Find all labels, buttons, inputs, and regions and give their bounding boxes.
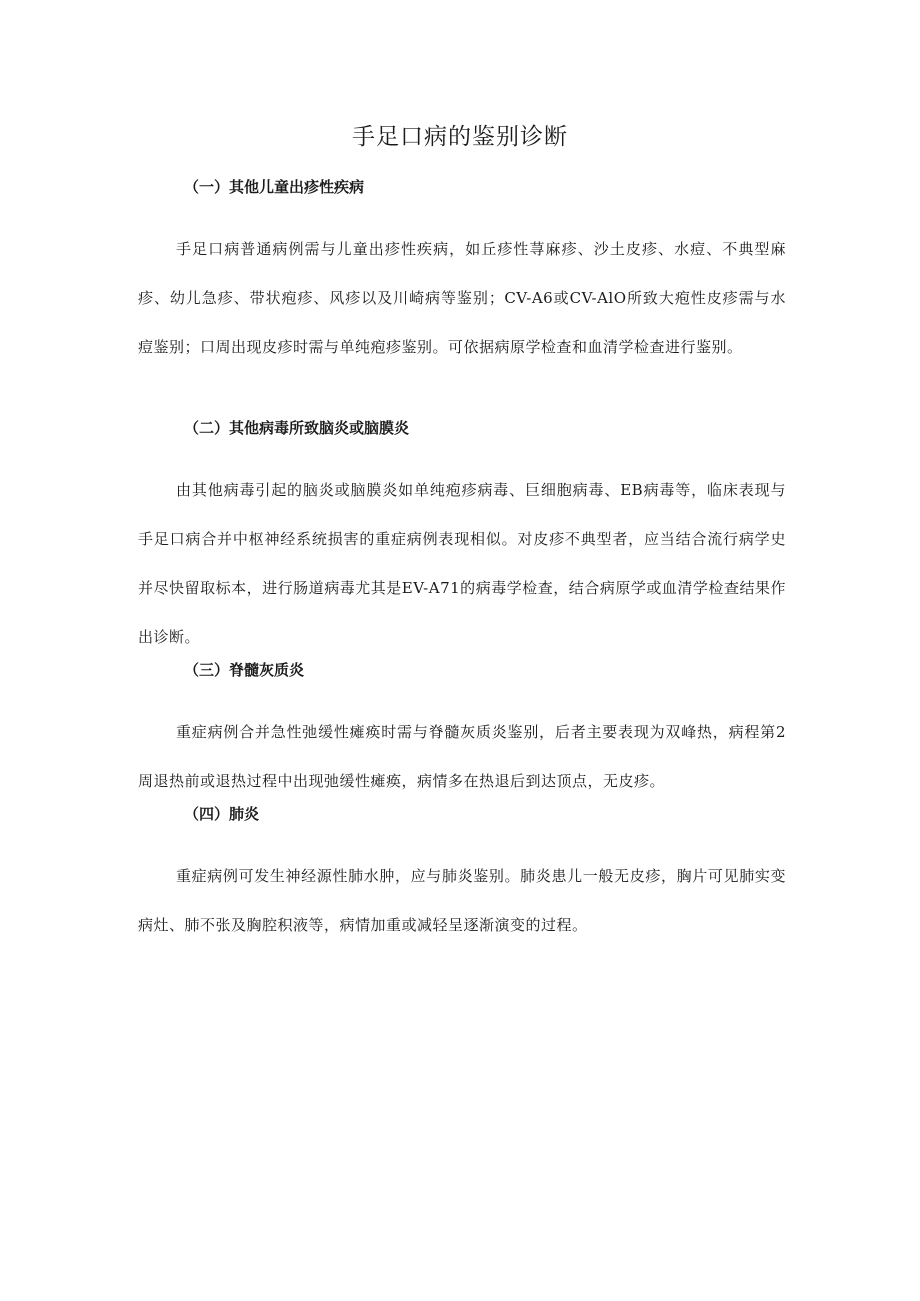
section-heading: （一）其他儿童出疹性疾病 <box>184 178 365 196</box>
section-heading: （三）脊髓灰质炎 <box>184 661 305 679</box>
section-3 <box>138 658 786 806</box>
section-1 <box>138 175 786 372</box>
section-paragraph: 重症病例合并急性弛缓性瘫痪时需与脊髓灰质炎鉴别，后者主要表现为双峰热，病程第2周退热前或退热过程中出现弛缓性瘫痪，病情多在热退后到达顶点，无皮疹。 <box>138 723 786 790</box>
document-title: 手足口病的鉴别诊断 <box>352 124 568 150</box>
section-paragraph: 由其他病毒引起的脑炎或脑膜炎如单纯疱疹病毒、巨细胞病毒、EB病毒等，临床表现与手足口病合并中枢神经系统损害的重症病例表现相似。对皮疹不典型者，应当结合流行病学史并尽快留取标本，进行肠道病毒尤其是EV-A71的病毒学检查，结合病原学或血清学检查结果作出诊断。 <box>138 481 786 646</box>
section-heading: （二）其他病毒所致脑炎或脑膜炎 <box>184 419 410 437</box>
section-2 <box>138 416 786 662</box>
section-paragraph: 重症病例可发生神经源性肺水肿，应与肺炎鉴别。肺炎患儿一般无皮疹，胸片可见肺实变病灶、肺不张及胸腔积液等，病情加重或减轻呈逐渐演变的过程。 <box>138 867 786 934</box>
section-paragraph: 手足口病普通病例需与儿童出疹性疾病，如丘疹性荨麻疹、沙土皮疹、水痘、不典型麻疹、幼儿急疹、带状疱疹、风疹以及川崎病等鉴别；CV-A6或CV-AlO所致大疱性皮疹需与水痘鉴别；口周出现皮疹时需与单纯疱疹鉴别。可依据病原学检查和血清学检查进行鉴别。 <box>138 240 786 356</box>
section-4 <box>138 802 786 950</box>
section-heading: （四）肺炎 <box>184 805 260 823</box>
